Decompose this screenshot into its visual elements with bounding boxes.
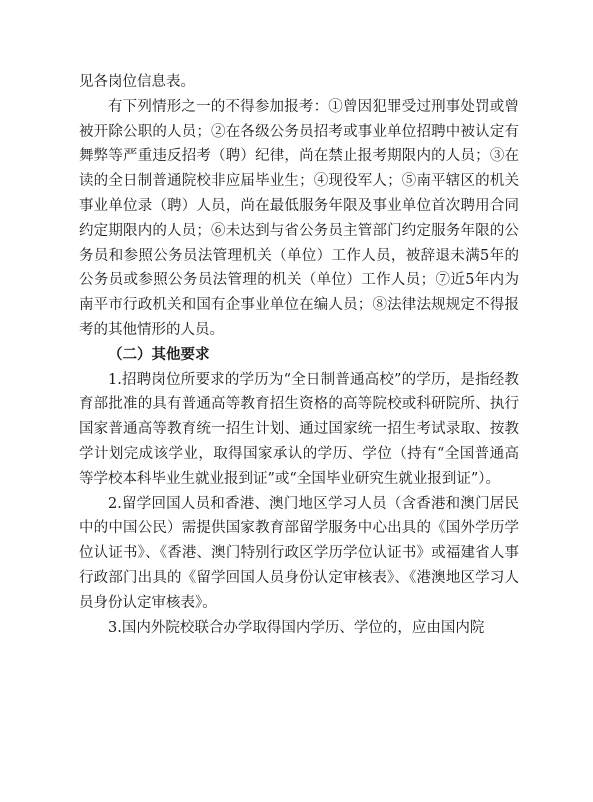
document-body: [79, 70, 519, 640]
paragraph-requirement-2: 2.留学回国人员和香港、澳门地区学习人员（含香港和澳门居民中的中国公民）需提供国家教育部留学服务中心出具的《国外学历学位认证书》、《香港、澳门特别行政区学历学位认证书》或福建省人事行政部门出具的《留学回国人员身份认定审核表》、《港澳地区学习人员身份认定审核表》。: [79, 495, 519, 611]
paragraph-requirement-1: 1.招聘岗位所要求的学历为“全日制普通高校”的学历，是指经教育部批准的具有普通高等教育招生资格的高等院校或科研院所、执行国家普通高等教育统一招生计划、通过国家统一招生考试录取、按教学计划完成该学业，取得国家承认的学历、学位（持有“全国普通高等学校本科毕业生就业报到证”或“全国毕业研究生就业报到证”）。: [79, 371, 519, 487]
paragraph-requirement-3: 3.国内外院校联合办学取得国内学历、学位的，应由国内院: [108, 619, 485, 636]
paragraph-disqualifications: 有下列情形之一的不得参加报考：①曾因犯罪受过刑事处罚或曾被开除公职的人员；②在各级公务员招考或事业单位招聘中被认定有舞弊等严重违反招考（聘）纪律，尚在禁止报考期限内的人员；③在读的全日制普通院校非应届毕业生；④现役军人；⑤南平辖区的机关事业单位录（聘）人员，尚在最低服务年限及事业单位首次聘用合同约定期限内的人员；⑥未达到与省公务员主管部门约定服务年限的公务员和参照公务员法管理机关（单位）工作人员，被辞退未满5年的公务员或参照公务员法管理的机关（单位）工作人员；⑦近5年内为南平市行政机关和国有企事业单位在编人员；⑧法律法规规定不得报考的其他情形的人员。: [79, 98, 519, 338]
section-heading-other-requirements: （二）其他要求: [108, 346, 210, 363]
paragraph-intro: 见各岗位信息表。: [79, 74, 195, 90]
